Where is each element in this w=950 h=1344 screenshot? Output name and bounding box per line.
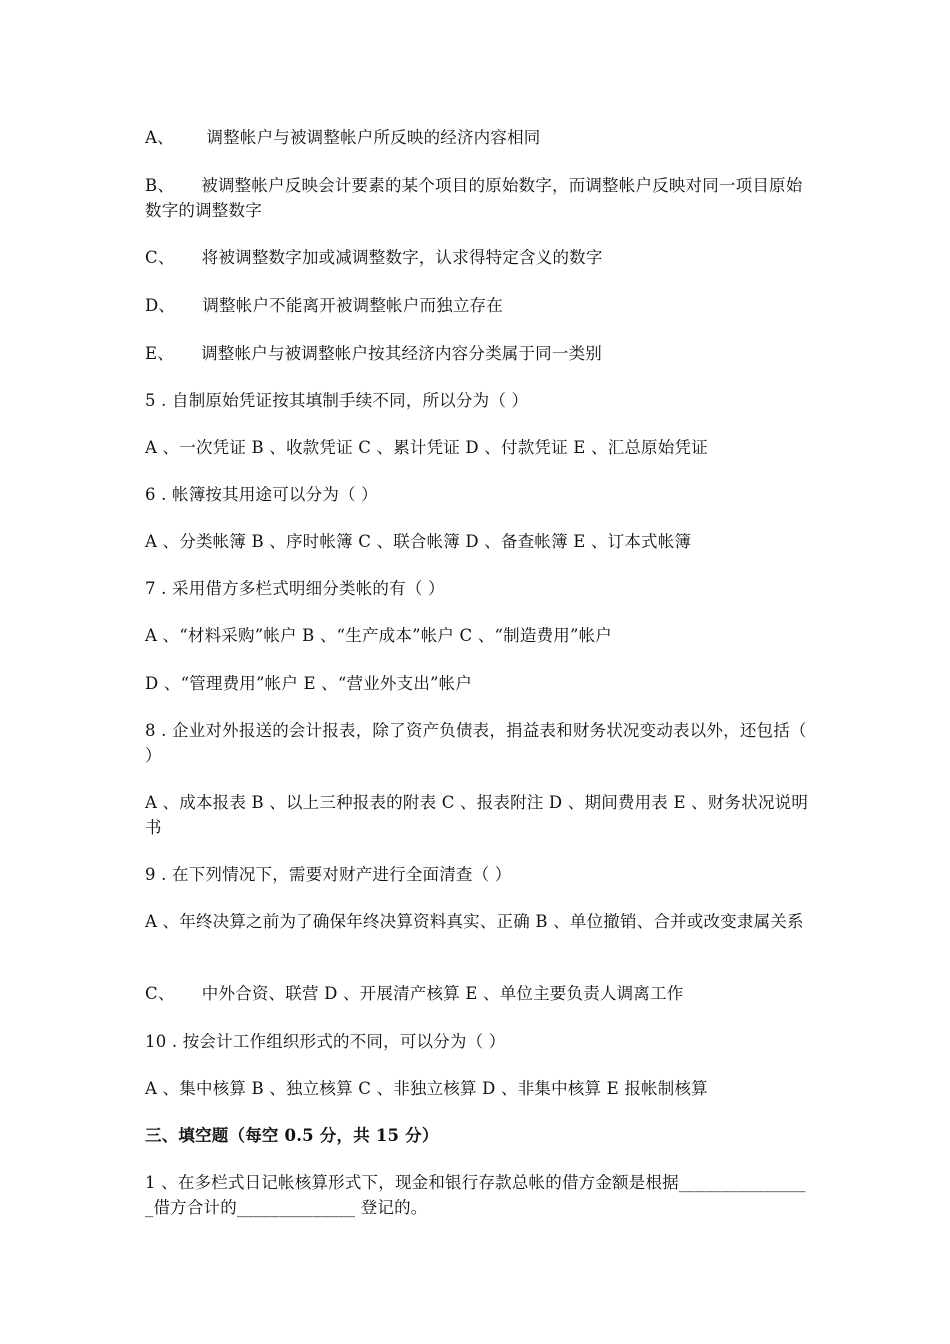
question-8: 8 . 企业对外报送的会计报表，除了资产负债表，捐益表和财务状况变动表以外，还包括（ ） — [145, 721, 813, 765]
question-7-options-line1: A 、“材料采购”帐户 B 、“生产成本”帐户 C 、“制造费用”帐户 — [145, 626, 613, 645]
question-6: 6 . 帐簿按其用途可以分为（ ） — [145, 485, 378, 504]
option-a-text: A、 调整帐户与被调整帐户所反映的经济内容相同 — [145, 128, 541, 147]
question-5: 5 . 自制原始凭证按其填制手续不同，所以分为（ ） — [145, 391, 529, 410]
question-5-options: A 、一次凭证 B 、收款凭证 C 、累计凭证 D 、付款凭证 E 、汇总原始凭证 — [145, 438, 708, 457]
question-7: 7 . 采用借方多栏式明细分类帐的有（ ） — [145, 579, 445, 598]
option-d-text: D、 调整帐户不能离开被调整帐户而独立存在 — [145, 296, 503, 315]
question-8-options: A 、成本报表 B 、以上三种报表的附表 C 、报表附注 D 、期间费用表 E 、财务状况说明书 — [145, 793, 809, 837]
question-9-options-line1: A 、年终决算之前为了确保年终决算资料真实、正确 B 、单位撤销、合并或改变隶属关系 — [145, 912, 804, 931]
section-heading-fill-in: 三、填空题（每空 0.5 分，共 15 分） — [145, 1126, 439, 1145]
option-e-text: E、 调整帐户与被调整帐户按其经济内容分类属于同一类别 — [145, 344, 602, 363]
fill-in-question-1: 1 、在多栏式日记帐核算形式下，现金和银行存款总帐的借方金额是根据________________借方合计的______________ 登记的。 — [145, 1173, 806, 1217]
option-b-text: B、 被调整帐户反映会计要素的某个项目的原始数字，而调整帐户反映对同一项目原始数字的调整数字 — [145, 176, 803, 220]
option-c-text: C、 将被调整数字加或减调整数字，认求得特定含义的数字 — [145, 248, 603, 267]
question-10: 10 . 按会计工作组织形式的不同，可以分为（ ） — [145, 1032, 506, 1051]
question-10-options: A 、集中核算 B 、独立核算 C 、非独立核算 D 、非集中核算 E 报帐制核算 — [145, 1079, 708, 1098]
question-9: 9 . 在下列情况下，需要对财产进行全面清查（ ） — [145, 865, 512, 884]
question-7-options-line2: D 、“管理费用”帐户 E 、“营业外支出”帐户 — [145, 674, 473, 693]
question-6-options: A 、分类帐簿 B 、序时帐簿 C 、联合帐簿 D 、备查帐簿 E 、订本式帐簿 — [145, 532, 692, 551]
question-9-options-line2: C、 中外合资、联营 D 、开展清产核算 E 、单位主要负责人调离工作 — [145, 984, 684, 1003]
